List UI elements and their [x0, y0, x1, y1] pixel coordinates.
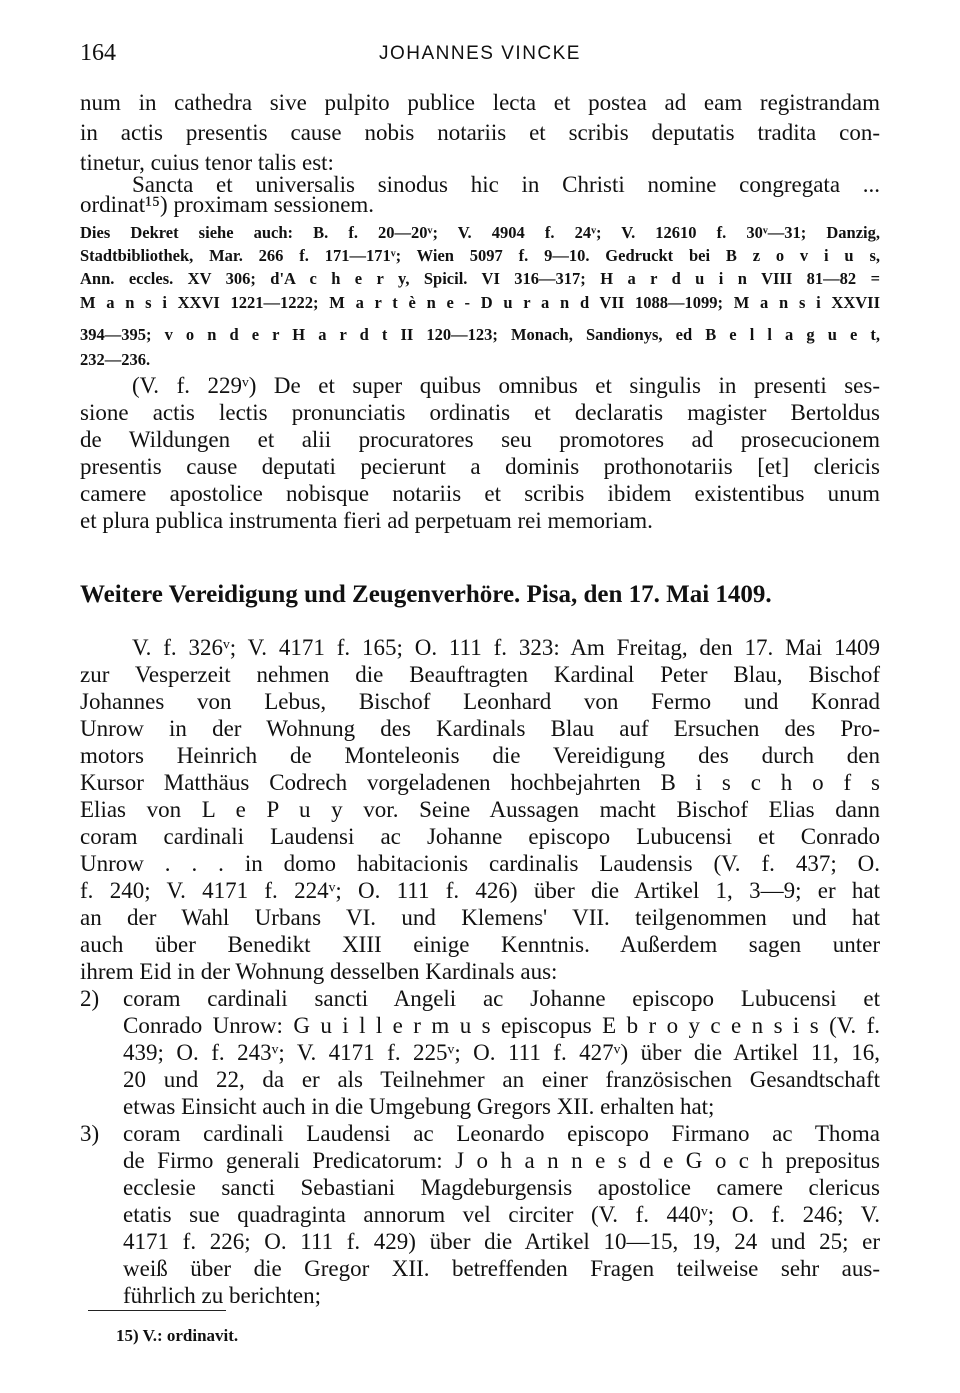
text-line: f. 240; V. 4171 f. 224ᵛ; O. 111 f. 426) über die Artikel 1, 3—9; er hat: [80, 878, 880, 903]
list-item-number: 2): [80, 986, 100, 1011]
text-line: et plura publica instrumenta fieri ad perpetuam rei memoriam.: [80, 508, 653, 533]
list-item-line: coram cardinali sancti Angeli ac Johanne episcopo Lubucensi et: [123, 986, 880, 1011]
list-item-line: Conrado Unrow: G u i l l e r m u s episcopus E b r o y c e n s i s (V. f.: [123, 1013, 880, 1038]
list-item-line: führlich zu berichten;: [123, 1283, 321, 1308]
text-line: ihrem Eid in der Wohnung desselben Kardinals aus:: [80, 959, 558, 984]
text-line: zur Vesperzeit nehmen die Beauftragten Kardinal Peter Blau, Bischof: [80, 662, 880, 687]
list-item-line: 439; O. f. 243ᵛ; V. 4171 f. 225ᵛ; O. 111 f. 427ᵛ) über die Artikel 11, 16,: [123, 1040, 880, 1065]
text-line: Unrow . . . in domo habitacionis cardinalis Laudensis (V. f. 437; O.: [80, 851, 880, 876]
text-line: V. f. 326ᵛ; V. 4171 f. 165; O. 111 f. 323: Am Freitag, den 17. Mai 1409: [132, 635, 880, 660]
footnote: 15) V.: ordinavit.: [116, 1326, 239, 1345]
footnote-divider: [88, 1310, 226, 1311]
reference-line: Ann. eccles. XV 306; d'A c h e r y, Spicil. VI 316—317; H a r d u i n VIII 81—82 =: [80, 269, 880, 288]
page-number: 164: [80, 40, 116, 66]
list-item-line: coram cardinali Laudensi ac Leonardo episcopo Firmano ac Thoma: [123, 1121, 880, 1146]
list-item-line: etatis sue quadraginta annorum vel circiter (V. f. 440ᵛ; O. f. 246; V.: [123, 1202, 880, 1227]
list-item-line: ecclesie sancti Sebastiani Magdeburgensis apostolice camere clericus: [123, 1175, 880, 1200]
reference-line: Stadtbibliothek, Mar. 266 f. 171—171ᵛ; Wien 5097 f. 9—10. Gedruckt bei B z o v i u s,: [80, 246, 880, 265]
text-line: sione actis lectis pronunciatis ordinatis et declaratis magister Bertoldus: [80, 400, 880, 425]
reference-line: Dies Dekret siehe auch: B. f. 20—20ᵛ; V. 4904 f. 24ᵛ; V. 12610 f. 30ᵛ—31; Danzig,: [80, 223, 880, 242]
text-line: Sancta et universalis sinodus hic in Christi nomine congregata ...: [132, 172, 880, 197]
reference-line: 394—395; v o n d e r H a r d t II 120—123; Monach, Sandionys, ed B e l l a g u e t,: [80, 325, 880, 344]
text-line: num in cathedra sive pulpito publice lecta et postea ad eam registrandam: [80, 90, 880, 115]
text-line: motors Heinrich de Monteleonis die Vereidigung des durch den: [80, 743, 880, 768]
text-line: tinetur, cuius tenor talis est:: [80, 150, 334, 175]
section-heading: Weitere Vereidigung und Zeugenverhöre. Pisa, den 17. Mai 1409.: [80, 581, 772, 608]
text-line: Unrow in der Wohnung des Kardinals Blau auf Ersuchen des Pro-: [80, 716, 880, 741]
text-line: camere apostolice nobisque notariis et scribis ibidem existentibus unum: [80, 481, 880, 506]
list-item-line: de Firmo generali Predicatorum: J o h a n n e s d e G o c h prepositus: [123, 1148, 880, 1173]
text-line: an der Wahl Urbans VI. und Klemens' VII. teilgenommen und hat: [80, 905, 880, 930]
text-line: Elias von L e P u y vor. Seine Aussagen macht Bischof Elias dann: [80, 797, 880, 822]
reference-line: M a n s i XXVI 1221—1222; M a r t è n e - D u r a n d VII 1088—1099; M a n s i XXVII: [80, 293, 880, 312]
text-line: coram cardinali Laudensi ac Johanne episcopo Lubucensi et Conrado: [80, 824, 880, 849]
list-item-line: etwas Einsicht auch in die Umgebung Gregors XII. erhalten hat;: [123, 1094, 715, 1119]
text-line: de Wildungen et alii procuratores seu promotores ad prosecucionem: [80, 427, 880, 452]
text-line: ordinat¹⁵) proximam sessionem.: [80, 192, 375, 217]
text-line: auch über Benedikt XIII einige Kenntnis. Außerdem sagen unter: [80, 932, 880, 957]
list-item-number: 3): [80, 1121, 100, 1146]
list-item-line: 20 und 22, da er als Teilnehmer an einer französischen Gesandtschaft: [123, 1067, 880, 1092]
list-item-line: 4171 f. 226; O. 111 f. 429) über die Artikel 10—15, 19, 24 und 25; er: [123, 1229, 880, 1254]
list-item-line: weiß über die Gregor XII. betreffenden Fragen teilweise sehr aus-: [123, 1256, 880, 1281]
page-header: [80, 40, 880, 74]
reference-line: 232—236.: [80, 350, 151, 369]
text-line: Johannes von Lebus, Bischof Leonhard von Fermo und Konrad: [80, 689, 880, 714]
text-line: (V. f. 229ᵛ) De et super quibus omnibus et singulis in presenti ses-: [132, 373, 880, 398]
running-title: JOHANNES VINCKE: [379, 43, 581, 64]
text-line: in actis presentis cause nobis notariis et scribis deputatis tradita con-: [80, 120, 880, 145]
text-line: Kursor Matthäus Codrech vorgeladenen hochbejahrten B i s c h o f s: [80, 770, 880, 795]
text-line: presentis cause deputati pecierunt a dominis prothonotariis [et] clericis: [80, 454, 880, 479]
